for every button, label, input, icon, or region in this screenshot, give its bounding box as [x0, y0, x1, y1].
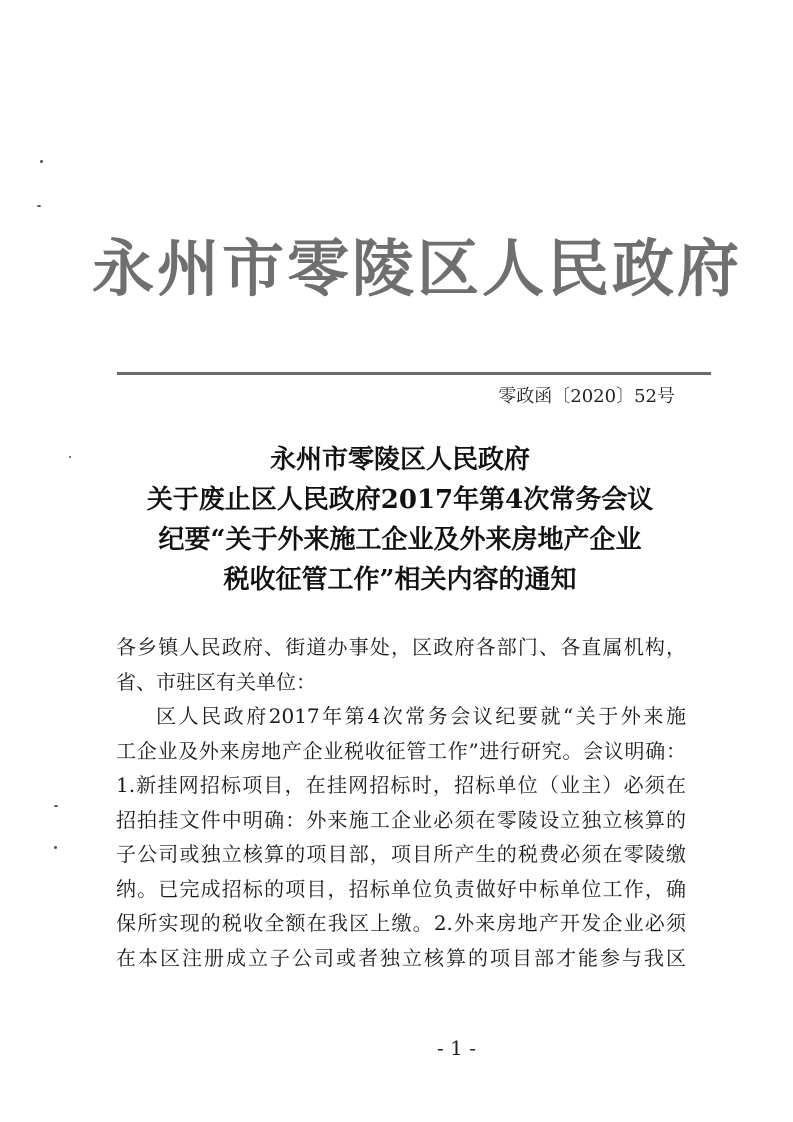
body-line: 工企业及外来房地产企业税收征管工作”进行研究。会议明确： [116, 738, 686, 763]
salutation-line: 省、市驻区有关单位： [116, 669, 316, 694]
body-line: 在本区注册成立子公司或者独立核算的项目部才能参与我区 [116, 945, 686, 970]
scan-speck [40, 160, 43, 163]
scan-speck [54, 805, 58, 807]
scan-speck [69, 456, 71, 458]
issuer-masthead: 永州市零陵区人民政府 [92, 232, 743, 305]
title-line: 永州市零陵区人民政府 [269, 445, 530, 475]
title-line: 关于废止区人民政府2017年第4次常务会议 [146, 485, 654, 515]
scan-speck [37, 205, 41, 207]
body-line: 区人民政府2017年第4次常务会议纪要就“关于外来施 [156, 704, 686, 728]
body-line: 纳。已完成招标的项目，招标单位负责做好中标单位工作，确 [116, 876, 686, 901]
title-line: 税收征管工作”相关内容的通知 [223, 565, 577, 595]
document-title [100, 440, 700, 600]
body-line: 1.新挂网招标项目，在挂网招标时，招标单位（业主）必须在 [116, 773, 686, 797]
document-number: 零政函〔2020〕52号 [498, 386, 675, 407]
body-line: 子公司或独立核算的项目部，项目所产生的税费必须在零陵缴 [116, 842, 686, 866]
salutation-line: 各乡镇人民政府、街道办事处，区政府各部门、各直属机构， [116, 635, 686, 659]
body-line: 招拍挂文件中明确：外来施工企业必须在零陵设立独立核算的 [116, 807, 686, 832]
masthead-rule [117, 372, 711, 375]
page-number: - 1 - [437, 1036, 476, 1060]
scan-speck [54, 846, 57, 849]
document-body [116, 630, 686, 975]
body-line: 保所实现的税收全额在我区上缴。2.外来房地产开发企业必须 [116, 911, 686, 935]
title-line: 纪要“关于外来施工企业及外来房地产企业 [158, 525, 642, 555]
